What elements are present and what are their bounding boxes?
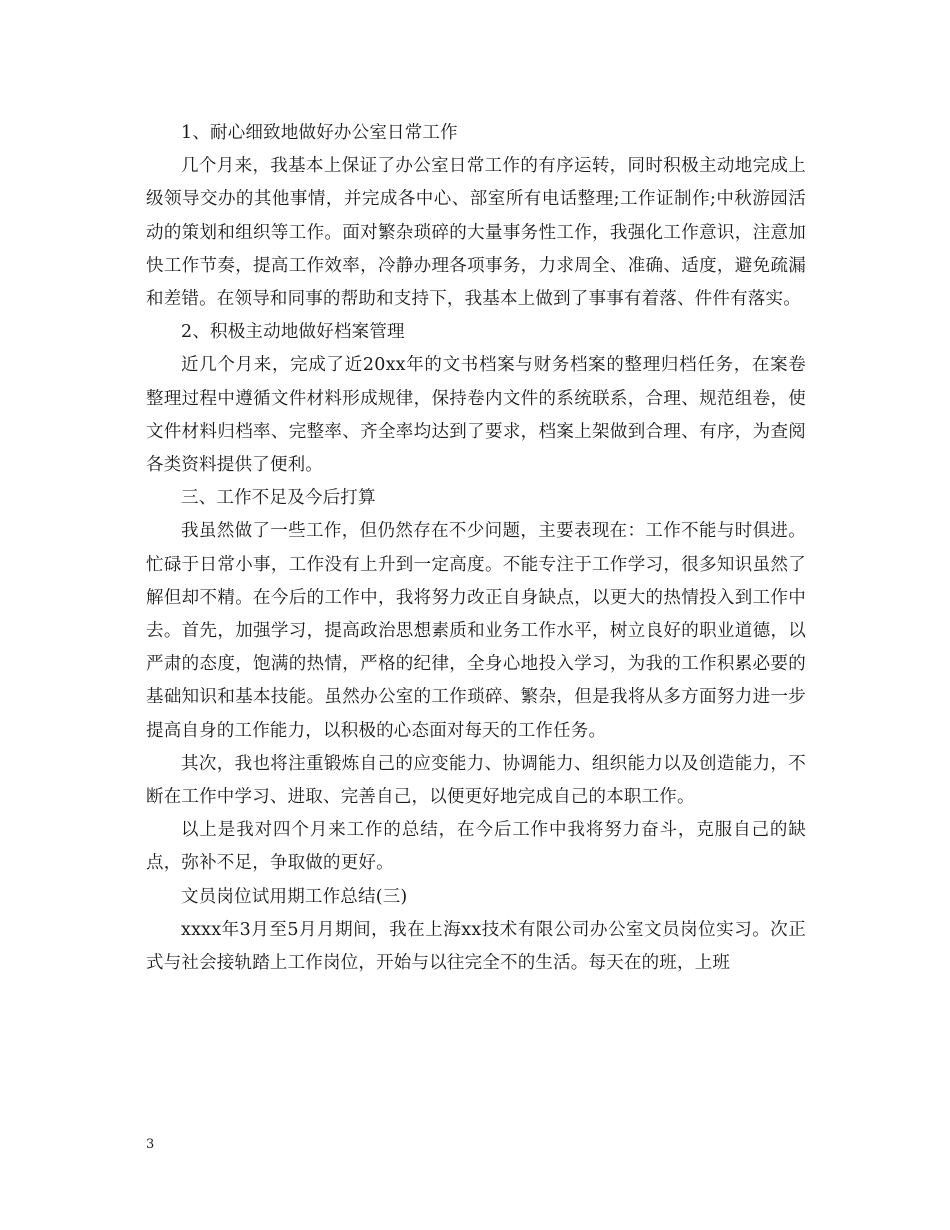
paragraph-internship: xxxx年3月至5月月期间，我在上海xx技术有限公司办公室文员岗位实习。次正式与社会接轨踏上工作岗位，开始与以往完全不的生活。每天在的班，上班 [146, 919, 806, 974]
paragraph-archive-management: 近几个月来，完成了近20xx年的文书档案与财务档案的整理归档任务，在案卷整理过程中遵循文件材料形成规律，保持卷内文件的系统联系，合理、规范组卷，使文件材料归档率、完整率、齐全率均达到了要求，档案上架做到合理、有序，为查阅各类资料提供了便利。 [146, 355, 806, 476]
section-heading-probation-summary: 文员岗位试用期工作总结(三) [181, 886, 408, 907]
page-number: 3 [146, 1137, 155, 1152]
section-heading-shortcomings: 三、工作不足及今后打算 [181, 488, 376, 509]
paragraph-daily-work: 几个月来，我基本上保证了办公室日常工作的有序运转，同时积极主动地完成上级领导交办的其他事情，并完成各中心、部室所有电话整理;工作证制作;中秋游园活动的策划和组织等工作。面对繁杂琐碎的大量事务性工作，我强化工作意识，注意加快工作节奏，提高工作效率，冷静办理各项事务，力求周全、准确、适度，避免疏漏和差错。在领导和同事的帮助和支持下，我基本上做到了事事有着落、件件有落实。 [146, 156, 806, 310]
section-heading-archive-management: 2、积极主动地做好档案管理 [181, 322, 405, 343]
paragraph-abilities: 其次，我也将注重锻炼自己的应变能力、协调能力、组织能力以及创造能力，不断在工作中学习、进取、完善自己，以便更好地完成自己的本职工作。 [146, 753, 806, 808]
section-heading-daily-work: 1、耐心细致地做好办公室日常工作 [181, 123, 458, 143]
document-body [146, 117, 806, 980]
paragraph-shortcomings: 我虽然做了一些工作，但仍然存在不少问题，主要表现在：工作不能与时俱进。忙碌于日常小事，工作没有上升到一定高度。不能专注于工作学习，很多知识虽然了解但却不精。在今后的工作中，我将努力改正自身缺点，以更大的热情投入到工作中去。首先，加强学习，提高政治思想素质和业务工作水平，树立良好的职业道德，以严肃的态度，饱满的热情，严格的纪律，全身心地投入学习，为我的工作积累必要的基础知识和基本技能。虽然办公室的工作琐碎、繁杂，但是我将从多方面努力进一步提高自身的工作能力，以积极的心态面对每天的工作任务。 [146, 521, 806, 741]
paragraph-summary: 以上是我对四个月来工作的总结，在今后工作中我将努力奋斗，克服自己的缺点，弥补不足，争取做的更好。 [146, 820, 806, 874]
